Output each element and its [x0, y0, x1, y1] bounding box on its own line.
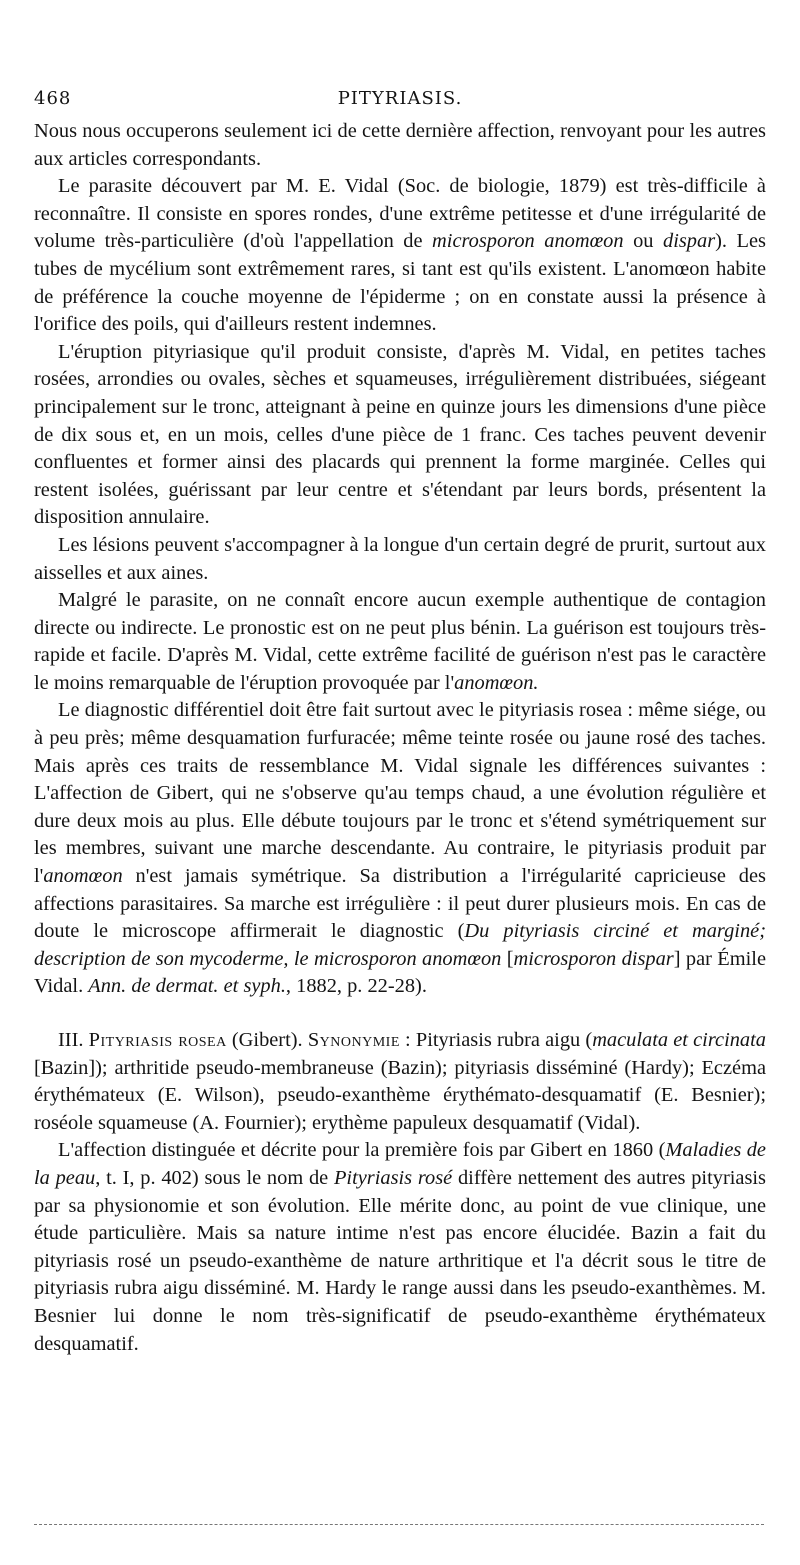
- paragraph: L'éruption pityriasique qu'il produit consiste, d'après M. Vidal, en petites taches rosées, arrondies ou ovales, sèches et squameuses, irrégulièrement distribuées, siégeant principalement sur le tronc, atteignant à peine en quinze jours les dimensions d'une pièce de dix sous et, en un mois, celles d'une pièce de 1 franc. Ces taches peuvent devenir confluentes et former ainsi des placards qui prennent la forme marginée. Celles qui restent isolées, guérissant par leur centre et s'étendant par leurs bords, présentent la disposition annulaire.: [34, 340, 766, 529]
- paragraph: Nous nous occuperons seulement ici de cette dernière affection, renvoyant pour les autres aux articles correspondants.: [34, 120, 766, 170]
- footer-rule: [34, 1524, 764, 1525]
- paragraph: L'affection distinguée et décrite pour la première fois par Gibert en 1860 (Maladies de la peau, t. I, p. 402) sous le nom de Pityriasis rosé diffère nettement des autres pityriasis par sa physionomie et son évolution. Elle mérite donc, au point de vue clinique, une étude particulière. Mais sa nature intime n'est pas encore élucidée. Bazin a fait du pityriasis rosé un pseudo-exanthème de nature arthritique et l'a décrit sous le titre de pityriasis rubra aigu disséminé. M. Hardy le range aussi dans les pseudo-exanthèmes. M. Besnier lui donne le nom très-significatif de pseudo-exanthème érythémateux desquamatif.: [34, 1139, 766, 1355]
- species-name: anomœon: [43, 865, 123, 888]
- species-name: microsporon anomœon: [432, 230, 624, 253]
- section-gap: [34, 1001, 766, 1027]
- section-heading-paragraph: III. Pityriasis rosea (Gibert). Synonymie : Pityriasis rubra aigu (maculata et circinata [Bazin]); arthritide pseudo-membraneuse (Bazin); pityriasis disséminé (Hardy); Eczéma érythémateux (E. Wilson), pseudo-exanthème érythémato-desquamatif (E. Besnier); roséole squameuse (A. Fournier); erythème papuleux desquamatif (Vidal).: [34, 1029, 766, 1134]
- species-name: anomœon.: [454, 671, 539, 694]
- italic-term: maculata et circinata: [592, 1029, 766, 1051]
- paragraph: Le parasite découvert par M. E. Vidal (Soc. de biologie, 1879) est très-difficile à reconnaître. Il consiste en spores rondes, d'une extrême petitesse et d'une irrégularité de volume très-particulière (d'où l'appellation de microsporon anomœon ou dispar). Les tubes de mycélium sont extrêmement rares, si tant est qu'ils existent. L'anomœon habite de préférence la couche moyenne de l'épiderme ; on en constate aussi la présence à l'orifice des poils, qui d'ailleurs restent indemnes.: [34, 175, 766, 336]
- running-title: PITYRIASIS.: [337, 88, 463, 109]
- species-name: microsporon dispar: [513, 947, 674, 970]
- paragraph: Le diagnostic différentiel doit être fait surtout avec le pityriasis rosea : même siége, ou à peu près; même desquamation furfuracée; même teinte rosée ou jaune rosé des taches. Mais après ces traits de ressemblance M. Vidal signale les différences suivantes : L'affection de Gibert, qui ne s'observe qu'au temps chaud, a une évolution régulière et dure deux mois au plus. Elle débute toujours par le tronc et s'étend symétriquement sur les membres, suivant une marche descendante. Au contraire, le pityriasis produit par l'anomœon n'est jamais symétrique. Sa distribution a l'irrégularité capricieuse des affections parasitaires. Sa marche est irrégulière : il peut durer plusieurs mois. En cas de doute le microscope affirmerait le diagnostic (Du pityriasis circiné et marginé; description de son mycoderme, le microsporon anomœon [microsporon dispar] par Émile Vidal. Ann. de dermat. et syph., 1882, p. 22-28).: [34, 699, 766, 998]
- citation-title: Du pityriasis circiné et marginé; description de son mycoderme, le microsporon anomœon: [34, 920, 766, 970]
- paragraph: Malgré le parasite, on ne connaît encore aucun exemple authentique de contagion directe ou indirecte. Le pronostic est on ne peut plus bénin. La guérison est toujours très-rapide et facile. D'après M. Vidal, cette extrême facilité de guérison n'est pas le caractère le moins remarquable de l'éruption provoquée par l'anomœon.: [34, 589, 766, 694]
- species-name: dispar: [663, 230, 716, 253]
- italic-term: Pityriasis rosé: [333, 1166, 453, 1189]
- journal-name: Ann. de dermat. et syph.: [88, 975, 286, 998]
- citation-title: Maladies de la peau: [34, 1139, 766, 1189]
- page-number: 468: [34, 88, 72, 109]
- body-text: [34, 118, 766, 1358]
- synonymy-label: Synonymie: [307, 1029, 400, 1051]
- paragraph: Les lésions peuvent s'accompagner à la longue d'un certain degré de prurit, surtout aux aisselles et aux aines.: [34, 533, 766, 584]
- page-header: [34, 88, 766, 114]
- section-title: Pityriasis rosea: [88, 1029, 227, 1051]
